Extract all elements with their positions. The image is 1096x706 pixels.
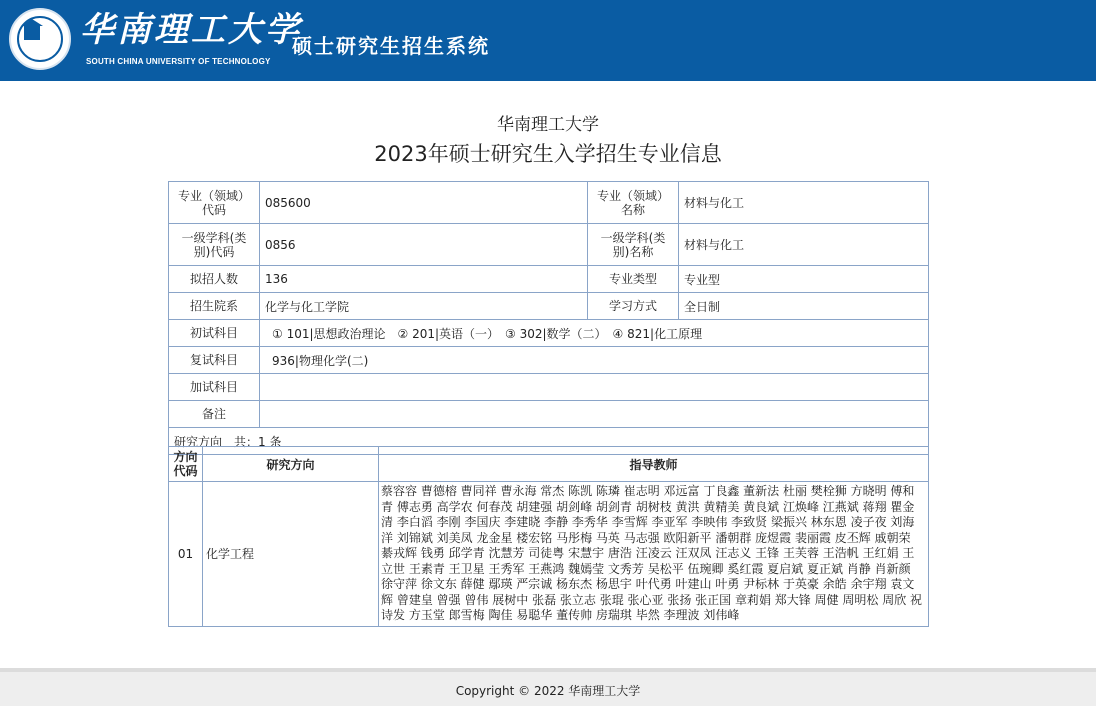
page-title-university: 华南理工大学	[497, 115, 599, 135]
major-name-label: 专业（领域）名称	[588, 182, 679, 224]
direction-code: 01	[169, 482, 203, 627]
study-mode-label: 学习方式	[588, 293, 679, 320]
direction-name: 化学工程	[203, 482, 379, 627]
first-level-name-value: 材料与化工	[679, 224, 929, 266]
info-row-major	[169, 182, 929, 224]
enrollment-label: 拟招人数	[169, 266, 260, 293]
info-row-extra-exam	[169, 374, 929, 401]
remarks-value	[260, 401, 929, 428]
copyright-text: Copyright © 2022 华南理工大学	[455, 684, 641, 698]
logo-building-icon	[24, 26, 40, 40]
college-label: 招生院系	[169, 293, 260, 320]
directions-header-row	[169, 447, 929, 482]
info-row-enrollment	[169, 266, 929, 293]
major-name-value: 材料与化工	[679, 182, 929, 224]
major-type-value: 专业型	[679, 266, 929, 293]
table-row	[169, 482, 929, 627]
first-level-name-label: 一级学科(类别)名称	[588, 224, 679, 266]
system-title: 硕士研究生招生系统	[292, 34, 490, 58]
first-level-code-value: 0856	[260, 224, 588, 266]
major-info-table	[168, 181, 929, 455]
supervisor-list: 蔡容容 曹德榕 曹同祥 曹永海 常杰 陈凯 陈璘 崔志明 邓远富 丁良鑫 董新法 杜丽 樊栓狮 方晓明 傅和青 傅志勇 高学农 何春茂 胡建强 胡剑峰 胡剑青 胡树枝 黄洪 黄精美 黄良斌 江焕峰 江燕斌 蒋翔 瞿金清 李白滔 李刚 李国庆 李建晓 李静 李秀华 李雪辉 李亚军 李映伟 李致贤 梁振兴 林东恩 凌子夜 刘海洋 刘锦斌 刘美凤 龙金星 楼宏铭 马彤梅 马英 马志强 欧阳新平 潘朝群 庞煜霞 裴丽霞 皮丕辉 戚朝荣 綦戎辉 钱勇 邱学青 沈慧芳 司徒粤 宋慧宇 唐浩 汪凌云 汪双凤 汪志义 王锋 王芙蓉 王浩帆 王红娟 王立世 王素青 王卫星 王秀军 王燕鸿 魏嫣莹 文秀芳 吴松平 伍琬卿 奚红霞 夏启斌 夏正斌 肖静 肖新颜 徐守萍 徐文东 薛健 鄢瑛 严宗诚 杨东杰 杨思宇 叶代勇 叶建山 叶勇 尹标林 于英豪 余皓 余宇翔 袁文辉 曾建皇 曾强 曾伟 展树中 张磊 张立志 张琨 张心亚 张扬 张正国 章莉娟 郑大锋 周健 周明松 周欣 祝诗发 方玉堂 郎雪梅 陶佳 易聪华 董传帅 房瑞琪 毕然 李理波 刘伟峰	[379, 482, 929, 627]
page-title: 2023年硕士研究生入学招生专业信息	[374, 142, 722, 166]
college-value: 化学与化工学院	[260, 293, 588, 320]
university-name-en: SOUTH CHINA UNIVERSITY OF TECHNOLOGY	[86, 57, 271, 66]
retest-label: 复试科目	[169, 347, 260, 374]
info-row-remarks	[169, 401, 929, 428]
initial-exam-label: 初试科目	[169, 320, 260, 347]
study-mode-value: 全日制	[679, 293, 929, 320]
enrollment-value: 136	[260, 266, 588, 293]
extra-exam-label: 加试科目	[169, 374, 260, 401]
remarks-label: 备注	[169, 401, 260, 428]
major-code-value: 085600	[260, 182, 588, 224]
university-logo-icon	[9, 8, 71, 70]
major-type-label: 专业类型	[588, 266, 679, 293]
major-code-label: 专业（领域）代码	[169, 182, 260, 224]
col-code-header: 方向代码	[169, 447, 203, 482]
directions-table	[168, 446, 929, 627]
retest-value: 936|物理化学(二)	[260, 347, 929, 374]
university-name-cn: 华南理工大学	[80, 10, 302, 50]
info-row-college	[169, 293, 929, 320]
info-row-first-level	[169, 224, 929, 266]
site-header	[0, 0, 1096, 81]
col-direction-header: 研究方向	[203, 447, 379, 482]
info-row-initial-exam	[169, 320, 929, 347]
col-supervisors-header: 指导教师	[379, 447, 929, 482]
directions-summary: 研究方向 共：1 条	[169, 428, 929, 455]
first-level-code-label: 一级学科(类别)代码	[169, 224, 260, 266]
initial-exam-value: ① 101|思想政治理论 ② 201|英语（一） ③ 302|数学（二） ④ 821|化工原理	[260, 320, 929, 347]
info-row-retest	[169, 347, 929, 374]
extra-exam-value	[260, 374, 929, 401]
